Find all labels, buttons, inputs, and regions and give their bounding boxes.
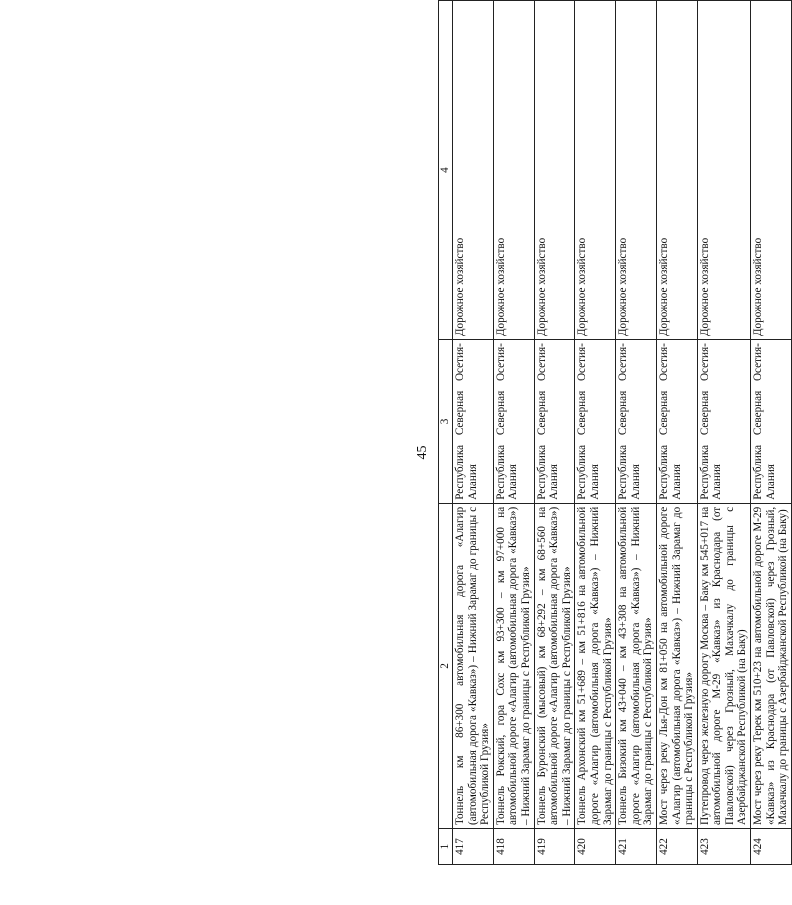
table-row bbox=[575, 1, 616, 865]
row-number: 421 bbox=[616, 829, 657, 865]
region-cell: Республика Северная Осетия-Алания bbox=[534, 340, 575, 504]
sector-cell: Дорожное хозяйство bbox=[616, 1, 657, 340]
table-row bbox=[656, 1, 697, 865]
row-number: 424 bbox=[751, 829, 792, 865]
object-table bbox=[438, 0, 792, 865]
column-header: 1 bbox=[439, 829, 453, 865]
table-header-row bbox=[439, 1, 453, 865]
region-cell: Республика Северная Осетия-Алания bbox=[616, 340, 657, 504]
column-header: 2 bbox=[439, 503, 453, 828]
object-description: Тоннель Архонский км 51+689 – км 51+816 на автомобильной дороге «Алагир (автомобильная дорога «Кавказ») – Нижний Зарамаг до границы с Республикой Грузия» bbox=[575, 503, 616, 828]
table-row bbox=[453, 1, 494, 865]
table-row bbox=[616, 1, 657, 865]
object-description: Тоннель Бизокий км 43+040 – км 43+308 на автомобильной дороге «Алагир (автомобильная дорога «Кавказ») – Нижний Зарамаг до границы с Республикой Грузия» bbox=[616, 503, 657, 828]
region-cell: Республика Северная Осетия-Алания bbox=[751, 340, 792, 504]
region-cell: Республика Северная Осетия-Алания bbox=[575, 340, 616, 504]
region-cell: Республика Северная Осетия-Алания bbox=[493, 340, 534, 504]
row-number: 419 bbox=[534, 829, 575, 865]
object-description: Тоннель Буронский (мысовый) км 68+292 – км 68+560 на автомобильной дороге «Алагир (автомобильная дорога «Кавказ») – Нижний Зарамаг до границы с Республикой Грузия» bbox=[534, 503, 575, 828]
page-number: 45 bbox=[415, 445, 430, 460]
sector-cell: Дорожное хозяйство bbox=[453, 1, 494, 340]
sector-cell: Дорожное хозяйство bbox=[697, 1, 750, 340]
region-cell: Республика Северная Осетия-Алания bbox=[697, 340, 750, 504]
table-row bbox=[751, 1, 792, 865]
object-description: Мост через реку Лья-Дон км 81+050 на автомобильной дороге «Алагир (автомобильная дорога «Кавказ») – Нижний Зарамаг до границы с Республикой Грузия» bbox=[656, 503, 697, 828]
row-number: 423 bbox=[697, 829, 750, 865]
column-header: 4 bbox=[439, 1, 453, 340]
object-description: Путепровод через железную дорогу Москва – Баку км 545+017 на автомобильной дороге М-29 «Кавказ» из Краснодара (от Павловской) через Грозный, Махачкалу до границы с Азербайджанской Республикой (на Баку) bbox=[697, 503, 750, 828]
sector-cell: Дорожное хозяйство bbox=[493, 1, 534, 340]
object-description: Тоннель км 86+300 автомобильная дорога «Алагир (автомобильная дорога «Кавказ») – Нижний Зарамаг до границы с Республикой Грузия» bbox=[453, 503, 494, 828]
table-row bbox=[493, 1, 534, 865]
row-number: 420 bbox=[575, 829, 616, 865]
table-row bbox=[534, 1, 575, 865]
table-row bbox=[697, 1, 750, 865]
row-number: 418 bbox=[493, 829, 534, 865]
row-number: 422 bbox=[656, 829, 697, 865]
column-header: 3 bbox=[439, 340, 453, 504]
sector-cell: Дорожное хозяйство bbox=[751, 1, 792, 340]
sector-cell: Дорожное хозяйство bbox=[534, 1, 575, 340]
object-description: Мост через реку Терек км 510+23 на автомобильной дороге М-29 «Кавказ» из Краснодара (от Павловской) через Грозный, Махачкалу до границы с Азербайджанской Республикой (на Баку) bbox=[751, 503, 792, 828]
region-cell: Республика Северная Осетия-Алания bbox=[453, 340, 494, 504]
region-cell: Республика Северная Осетия-Алания bbox=[656, 340, 697, 504]
object-description: Тоннель Рокский, гора Сохс км 93+300 – км 97+000 на автомобильной дороге «Алагир (автомобильная дорога «Кавказ») – Нижний Зарамаг до границы с Республикой Грузия» bbox=[493, 503, 534, 828]
sector-cell: Дорожное хозяйство bbox=[656, 1, 697, 340]
row-number: 417 bbox=[453, 829, 494, 865]
sector-cell: Дорожное хозяйство bbox=[575, 1, 616, 340]
